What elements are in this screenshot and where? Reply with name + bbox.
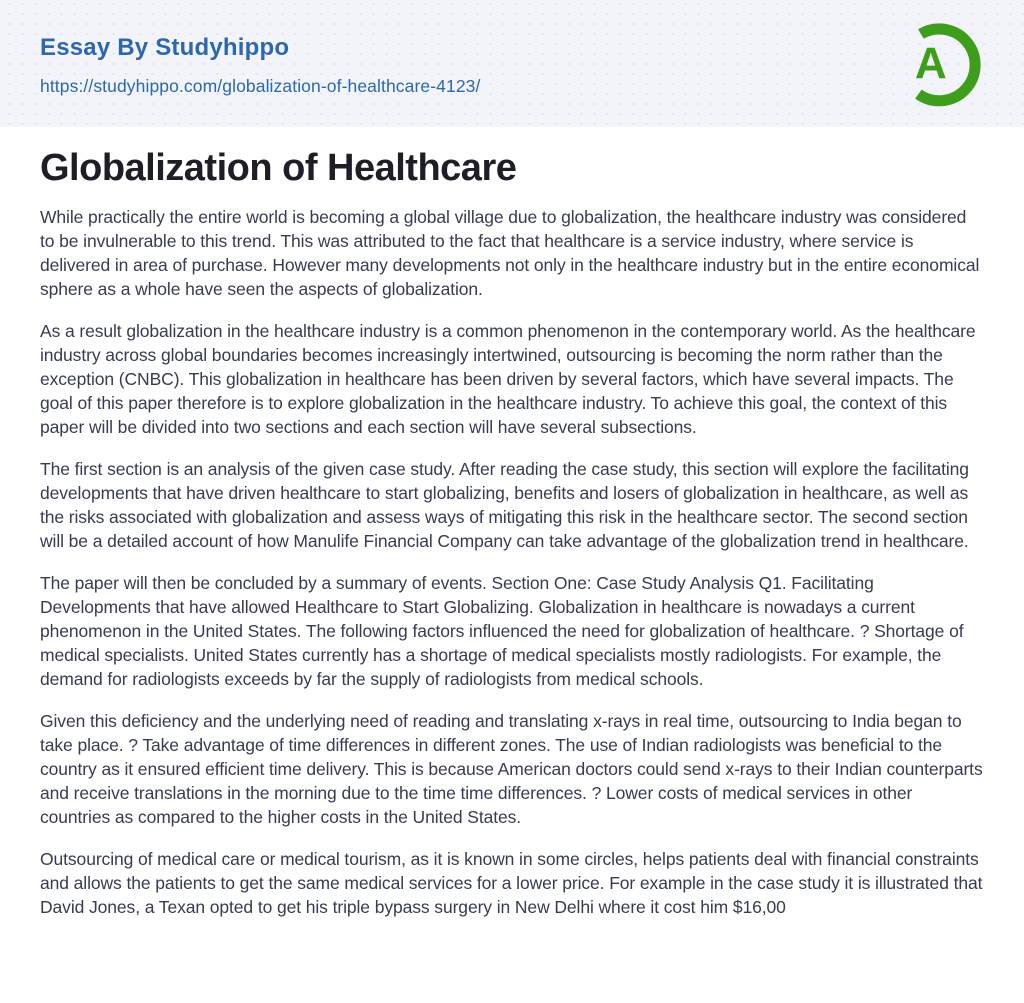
essay-paragraph-1: While practically the entire world is becoming a global village due to globalization, the healthcare industry was considered to be invulnerable to this trend. This was attributed to the fact that healthcare is a service industry, where service is delivered in area of purchase. However many developments not only in the healthcare industry but in the entire economical sphere as a whole have seen the aspects of globalization. — [40, 206, 980, 299]
page-title: Globalization of Healthcare — [40, 147, 517, 189]
essay-paragraph-2: As a result globalization in the healthcare industry is a common phenomenon in the contemporary world. As the healthcare industry across global boundaries becomes increasingly intertwined, outsourcing is becoming the norm rather than the exception (CNBC). This globalization in healthcare has been driven by several factors, which have several impacts. The goal of this paper therefore is to explore globalization in the healthcare industry. To achieve this goal, the context of this paper will be divided into two sections and each section will have several subsections. — [40, 320, 976, 437]
page-header — [0, 0, 1024, 127]
essay-paragraph-6: Outsourcing of medical care or medical tourism, as it is known in some circles, helps patients deal with financial constraints and allows the patients to get the same medical services for a lower price. For example in the case study it is illustrated that David Jones, a Texan opted to get his triple bypass surgery in New Delhi where it cost him $16,00 — [40, 848, 983, 917]
essay-url-link[interactable]: https://studyhippo.com/globalization-of-healthcare-4123/ — [40, 76, 481, 96]
studyhippo-logo — [894, 17, 986, 111]
essay-paragraph-4: The paper will then be concluded by a summary of events. Section One: Case Study Analysis Q1. Facilitating Developments that have allowed Healthcare to Start Globalizing. Globalization in healthcare is nowadays a current phenomenon in the United States. The following factors influenced the need for globalization of healthcare. ? Shortage of medical specialists. United States currently has a shortage of medical specialists mostly radiologists. For example, the demand for radiologists exceeds by far the supply of radiologists from medical schools. — [40, 572, 964, 689]
header-text-block — [40, 30, 480, 97]
essay-paragraph-5: Given this deficiency and the underlying need of reading and translating x-rays in real time, outsourcing to India began to take place. ? Take advantage of time differences in different zones. The use of Indian radiologists was beneficial to the country as it ensured efficient time delivery. This is because American doctors could send x-rays to their Indian counterparts and receive translations in the morning due to the time time differences. ? Lower costs of medical services in other countries as compared to the higher costs in the United States. — [40, 710, 983, 827]
essay-body — [0, 127, 1024, 919]
logo-letter: A — [914, 39, 947, 89]
essay-paragraph-3: The first section is an analysis of the given case study. After reading the case study, this section will explore the facilitating developments that have driven healthcare to start globalizing, benefits and losers of globalization in healthcare, as well as the risks associated with globalization and assess ways of mitigating this risk in the healthcare sector. The second section will be a detailed account of how Manulife Financial Company can take advantage of the globalization trend in healthcare. — [40, 458, 969, 551]
essay-byline: Essay By Studyhippo — [40, 34, 290, 61]
studyhippo-logo-icon — [894, 17, 986, 111]
